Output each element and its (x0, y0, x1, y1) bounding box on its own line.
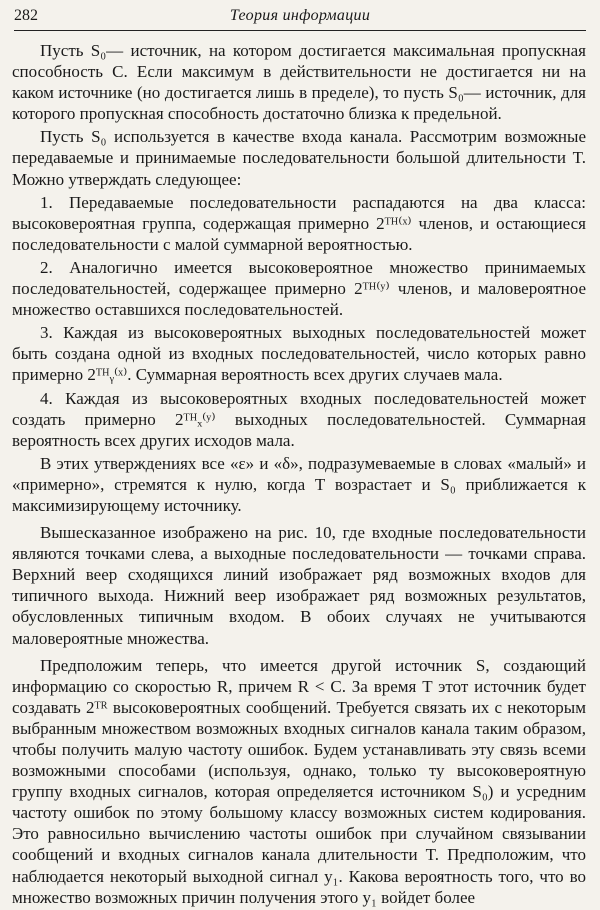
paragraph-claim-2: 2. Аналогично имеется высоковероятное множество принимаемых последовательностей, содержащее примерно 2ᵀᴴ⁽ʸ⁾ членов, и маловероятное множество оставшихся последовательностей. (12, 257, 586, 320)
page-number: 282 (14, 7, 38, 24)
paragraph-claim-3: 3. Каждая из высоковероятных выходных последовательностей может быть создана одной из входных последовательностей, число которых равно примерно 2ᵀᴴᵧ⁽ˣ⁾. Суммарная вероятность всех других случаев мала. (12, 323, 586, 385)
running-title: Теория информации (229, 7, 371, 24)
paragraph-claim-1: 1. Передаваемые последовательности распадаются на два класса: высоковероятная группа, содержащая примерно 2ᵀᴴ⁽ˣ⁾ членов, и остающиеся последовательности с малой суммарной вероятностью. (12, 192, 586, 254)
body-text (12, 40, 586, 910)
paragraph-claim-4: 4. Каждая из высоковероятных входных последовательностей может создать примерно 2ᵀᴴₓ⁽ʸ⁾ выходных последовательностей. Суммарная вероятность всех других исходов мала. (12, 388, 586, 450)
paragraph-channel-input: Пусть S₀ используется в качестве входа канала. Рассмотрим возможные передаваемые и принимаемые последовательности большой длительности T. Можно утверждать следующее: (12, 127, 586, 189)
paragraph-figure-10: Вышесказанное изображено на рис. 10, где входные последовательности являются точками слева, а выходные последовательности — точками справа. Верхний веер сходящихся линий изображает ряд возможных входов для типичного выхода. Нижний веер изображает ряд возможных результатов, обусловленных типичным входом. В обоих случаях не учитываются маловероятные множества. (12, 523, 586, 648)
paragraph-source-definition: Пусть S₀— источник, на котором достигается максимальная пропускная способность C. Если максимум в действительности не достигается ни на каком источнике (но достигается лишь в пределе), то пусть S₀— источник, для которого пропускная способность достаточно близка к предельной. (12, 41, 586, 124)
paragraph-coding-argument: Предположим теперь, что имеется другой источник S, создающий информацию со скоростью R, причем R < C. За время T этот источник будет создавать 2ᵀᴿ высоковероятных сообщений. Требуется связать их с некоторым выбранным множеством возможных входных сигналов канала таким образом, чтобы получить малую частоту ошибок. Будем устанавливать эту связь всеми возможными способами (используя, однако, только ту высоковероятную группу входных сигналов, которая определяется источником S₀) и усредним частоту ошибок по этому большому классу возможных систем кодирования. Это равносильно вычислению частоты ошибок при случайном связывании сообщений и входных сигналов канала длительности T. Предположим, что наблюдается некоторый выходной сигнал y₁. Какова вероятность того, что во множество возможных причин получения этого y₁ войдет более (12, 655, 586, 907)
paragraph-epsilon-delta: В этих утверждениях все «ε» и «δ», подразумеваемые в словах «малый» и «примерно», стремятся к нулю, когда T возрастает и S₀ приближается к максимизирующему источнику. (12, 453, 586, 515)
page-header (14, 4, 586, 31)
